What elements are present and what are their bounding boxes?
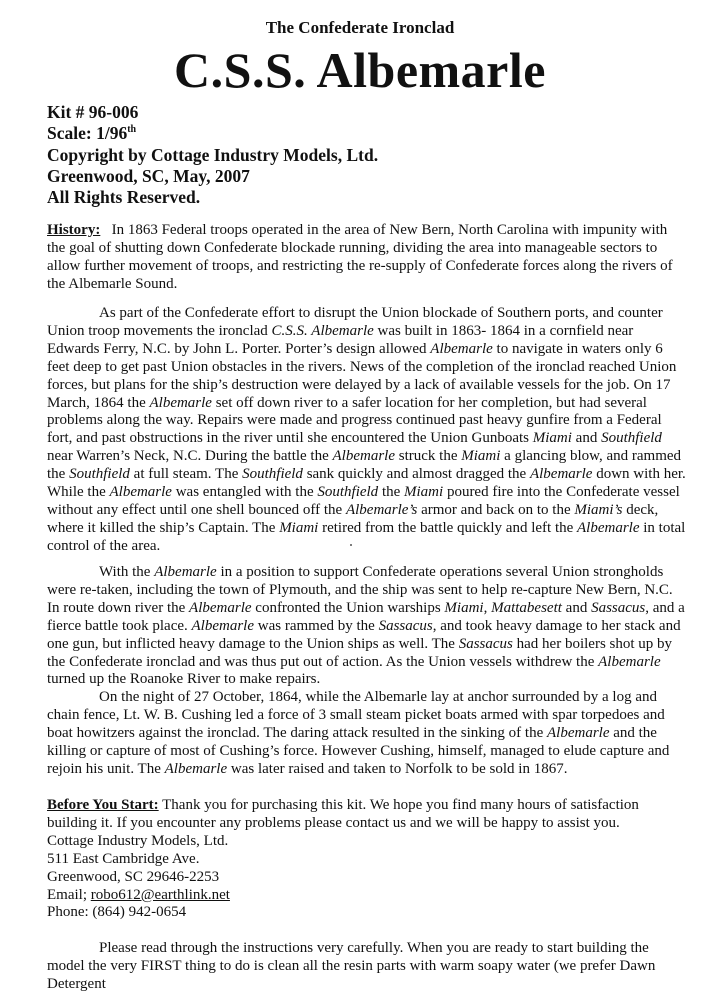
paragraph-text: sank quickly and almost dragged the [302,466,530,483]
paragraph-text: to navigate in waters only 6 feet deep to get past Union obstacles in the rivers. News of the completion of the ironclad reached Union forces, but plans for the ship’s destruction were delayed by a lack of available vessels for the job. On 17 March, 1864 the [47,340,677,411]
ship-name: Albemarle [577,519,640,536]
ship-name: Albemarle [332,448,395,465]
ship-name: Albemarle [547,724,610,741]
ship-name: Albemarle [149,394,212,411]
kit-info-block [47,102,378,208]
paragraph-text: set off down river to a safer location for her completion, but had several problems along the way. Repairs were made and progress continued past heavy gunfire from a Federal fort, and past obstructions in the river until she encountered the Union Gunboats [47,394,662,447]
location-date-line: Greenwood, SC, May, 2007 [47,165,250,186]
paragraph-text: down with her. While the [47,466,686,501]
street-address: 511 East Cambridge Ave. [47,850,200,867]
scan-speck [350,544,352,546]
document-subtitle: The Confederate Ironclad [265,18,455,37]
paragraph-text: deck, where it killed the ship’s Captain. The [47,501,659,536]
paragraph-text: in a position to support Confederate operations several Union strongholds were re-taken, including the town of Plymouth, and the ship was sent to help re-capture New Bern, N.C. In route down river the [47,564,673,616]
contact-address [47,833,687,923]
paragraph-text: struck the [395,448,462,465]
paragraph-text: turned up the Roanoke River to make repairs. [47,671,321,688]
paragraph-text: was rammed by the [254,617,379,634]
kit-number: Kit # 96-006 [47,102,139,122]
ship-name: Albemarle [109,484,172,501]
ship-name: Albemarle [430,340,493,357]
kit-scale-suffix: th [127,124,137,136]
history-paragraph-3 [47,564,687,689]
paragraph-text: , and a fierce battle took place. [47,599,685,634]
paragraph-text: had her boilers shot up by the Confederate ironclad and was thus put out of action. As the Union vessels withdrew the [47,635,673,670]
ship-name: Albemarle [598,653,661,670]
ship-name: C.S.S. Albemarle [271,322,374,339]
history-paragraph-2 [47,305,687,556]
before-you-start-text: Thank you for purchasing this kit. We hope you find many hours of satisfaction building it. If you encounter any problems please contact us and we will be happy to assist you. [47,797,639,831]
email-link[interactable]: robo612@earthlink.net [90,886,230,903]
ship-name: Southfield [317,484,379,501]
paragraph-text: at full steam. The [129,466,243,483]
paragraph-text: and [571,430,602,447]
paragraph-text: As part of the Confederate effort to disrupt the Union blockade of Southern ports, and counter Union troop movements the ironclad [47,305,663,339]
paragraph-text: confronted the Union warships [251,599,445,616]
ship-name: Southfield [601,430,662,447]
ship-name: Miami [532,430,572,447]
paragraph-text: and the killing or capture of most of Cushing’s force. However Cushing, himself, managed to elude capture and rejoin his unit. The [47,724,670,777]
email-line [47,887,687,905]
ship-name: Albemarle’s [345,501,418,518]
paragraph-text: in total control of the area. [47,519,686,554]
history-heading: History: [47,222,101,238]
paragraph-text: armor and back on to the [417,501,575,518]
paragraph-text: near Warren’s Neck, N.C. During the battle the [47,448,333,465]
ship-name: Southfield [69,466,130,483]
closing-paragraph: Please read through the instructions very carefully. When you are ready to start building the model the very FIRST thing to do is clean all the resin parts with warm soapy water (we prefer Dawn Detergent [47,940,656,992]
rights-line: All Rights Reserved. [47,187,201,208]
paragraph-text: and [561,599,592,616]
paragraph-text: retired from the battle quickly and left the [318,519,578,536]
paragraph-text: On the night of 27 October, 1864, while the Albemarle lay at anchor surrounded by a log and chain fence, Lt. W. B. Cushing led a force of 3 small steam picket boats armed with spar torpedoes and boat howitzers against the ironclad. The daring attack resulted in the sinking of the [47,689,665,741]
ship-name: Miami [461,448,501,465]
ship-name: Sassacus [458,635,513,652]
paragraph-text: poured fire into the Confederate vessel without any effect until one shell bounced off the [47,484,680,518]
ship-name: Miami [279,519,319,536]
paragraph-text: With the [99,564,155,580]
kit-scale-value: Scale: 1/96 [47,123,128,144]
email-label: Email; [47,886,87,903]
history-paragraph-1 [47,222,687,294]
paragraph-text: the [378,484,405,501]
before-you-start-paragraph [47,797,687,833]
paragraph-text: was entangled with the [171,484,318,501]
company-name: Cottage Industry Models, Ltd. [47,832,229,849]
ship-name: Mattabesett [491,599,562,616]
ship-name: Sassacus [378,617,433,634]
paragraph-text: was built in 1863- 1864 in a cornfield near Edwards Ferry, N.C. by John L. Porter. Porter’s design allowed [47,322,634,357]
paragraph-text: , [483,599,492,616]
paragraph-text: , and took heavy damage to her stack and one gun, but inflicted heavy damage to the Union ships as well. The [47,617,681,652]
ship-name: Miami [404,484,444,501]
ship-name: Albemarle [191,617,254,634]
ship-name: Sassacus [591,599,646,616]
phone-line: Phone: (864) 942-0654 [47,904,187,921]
document-title: C.S.S. Albemarle [174,42,546,98]
ship-name: Albemarle [164,760,228,777]
kit-scale [47,123,378,144]
history-intro-text: In 1863 Federal troops operated in the area of New Bern, North Carolina with impunity with the goal of shutting down Confederate blockade running, dividing the area into manageable sectors to allow further movement of troops, and restricting the re-supply of Confederate forces along the rivers of the Albemarle Sound. [47,222,673,292]
ship-name: Albemarle [189,599,252,616]
history-paragraph-4 [47,689,687,779]
ship-name: Albemarle [529,466,593,483]
before-you-start-section [47,797,687,922]
before-you-start-heading: Before You Start: [47,797,159,813]
copyright-line: Copyright by Cottage Industry Models, Ltd. [47,144,379,165]
paragraph-text: was later raised and taken to Norfolk to be sold in 1867. [227,760,568,777]
city-state-zip: Greenwood, SC 29646-2253 [47,868,220,885]
ship-name: Miami’s [574,501,623,518]
ship-name: Albemarle [154,564,217,580]
paragraph-text: a glancing blow, and rammed the [47,448,682,483]
ship-name: Miami [444,599,484,616]
ship-name: Southfield [242,466,303,483]
